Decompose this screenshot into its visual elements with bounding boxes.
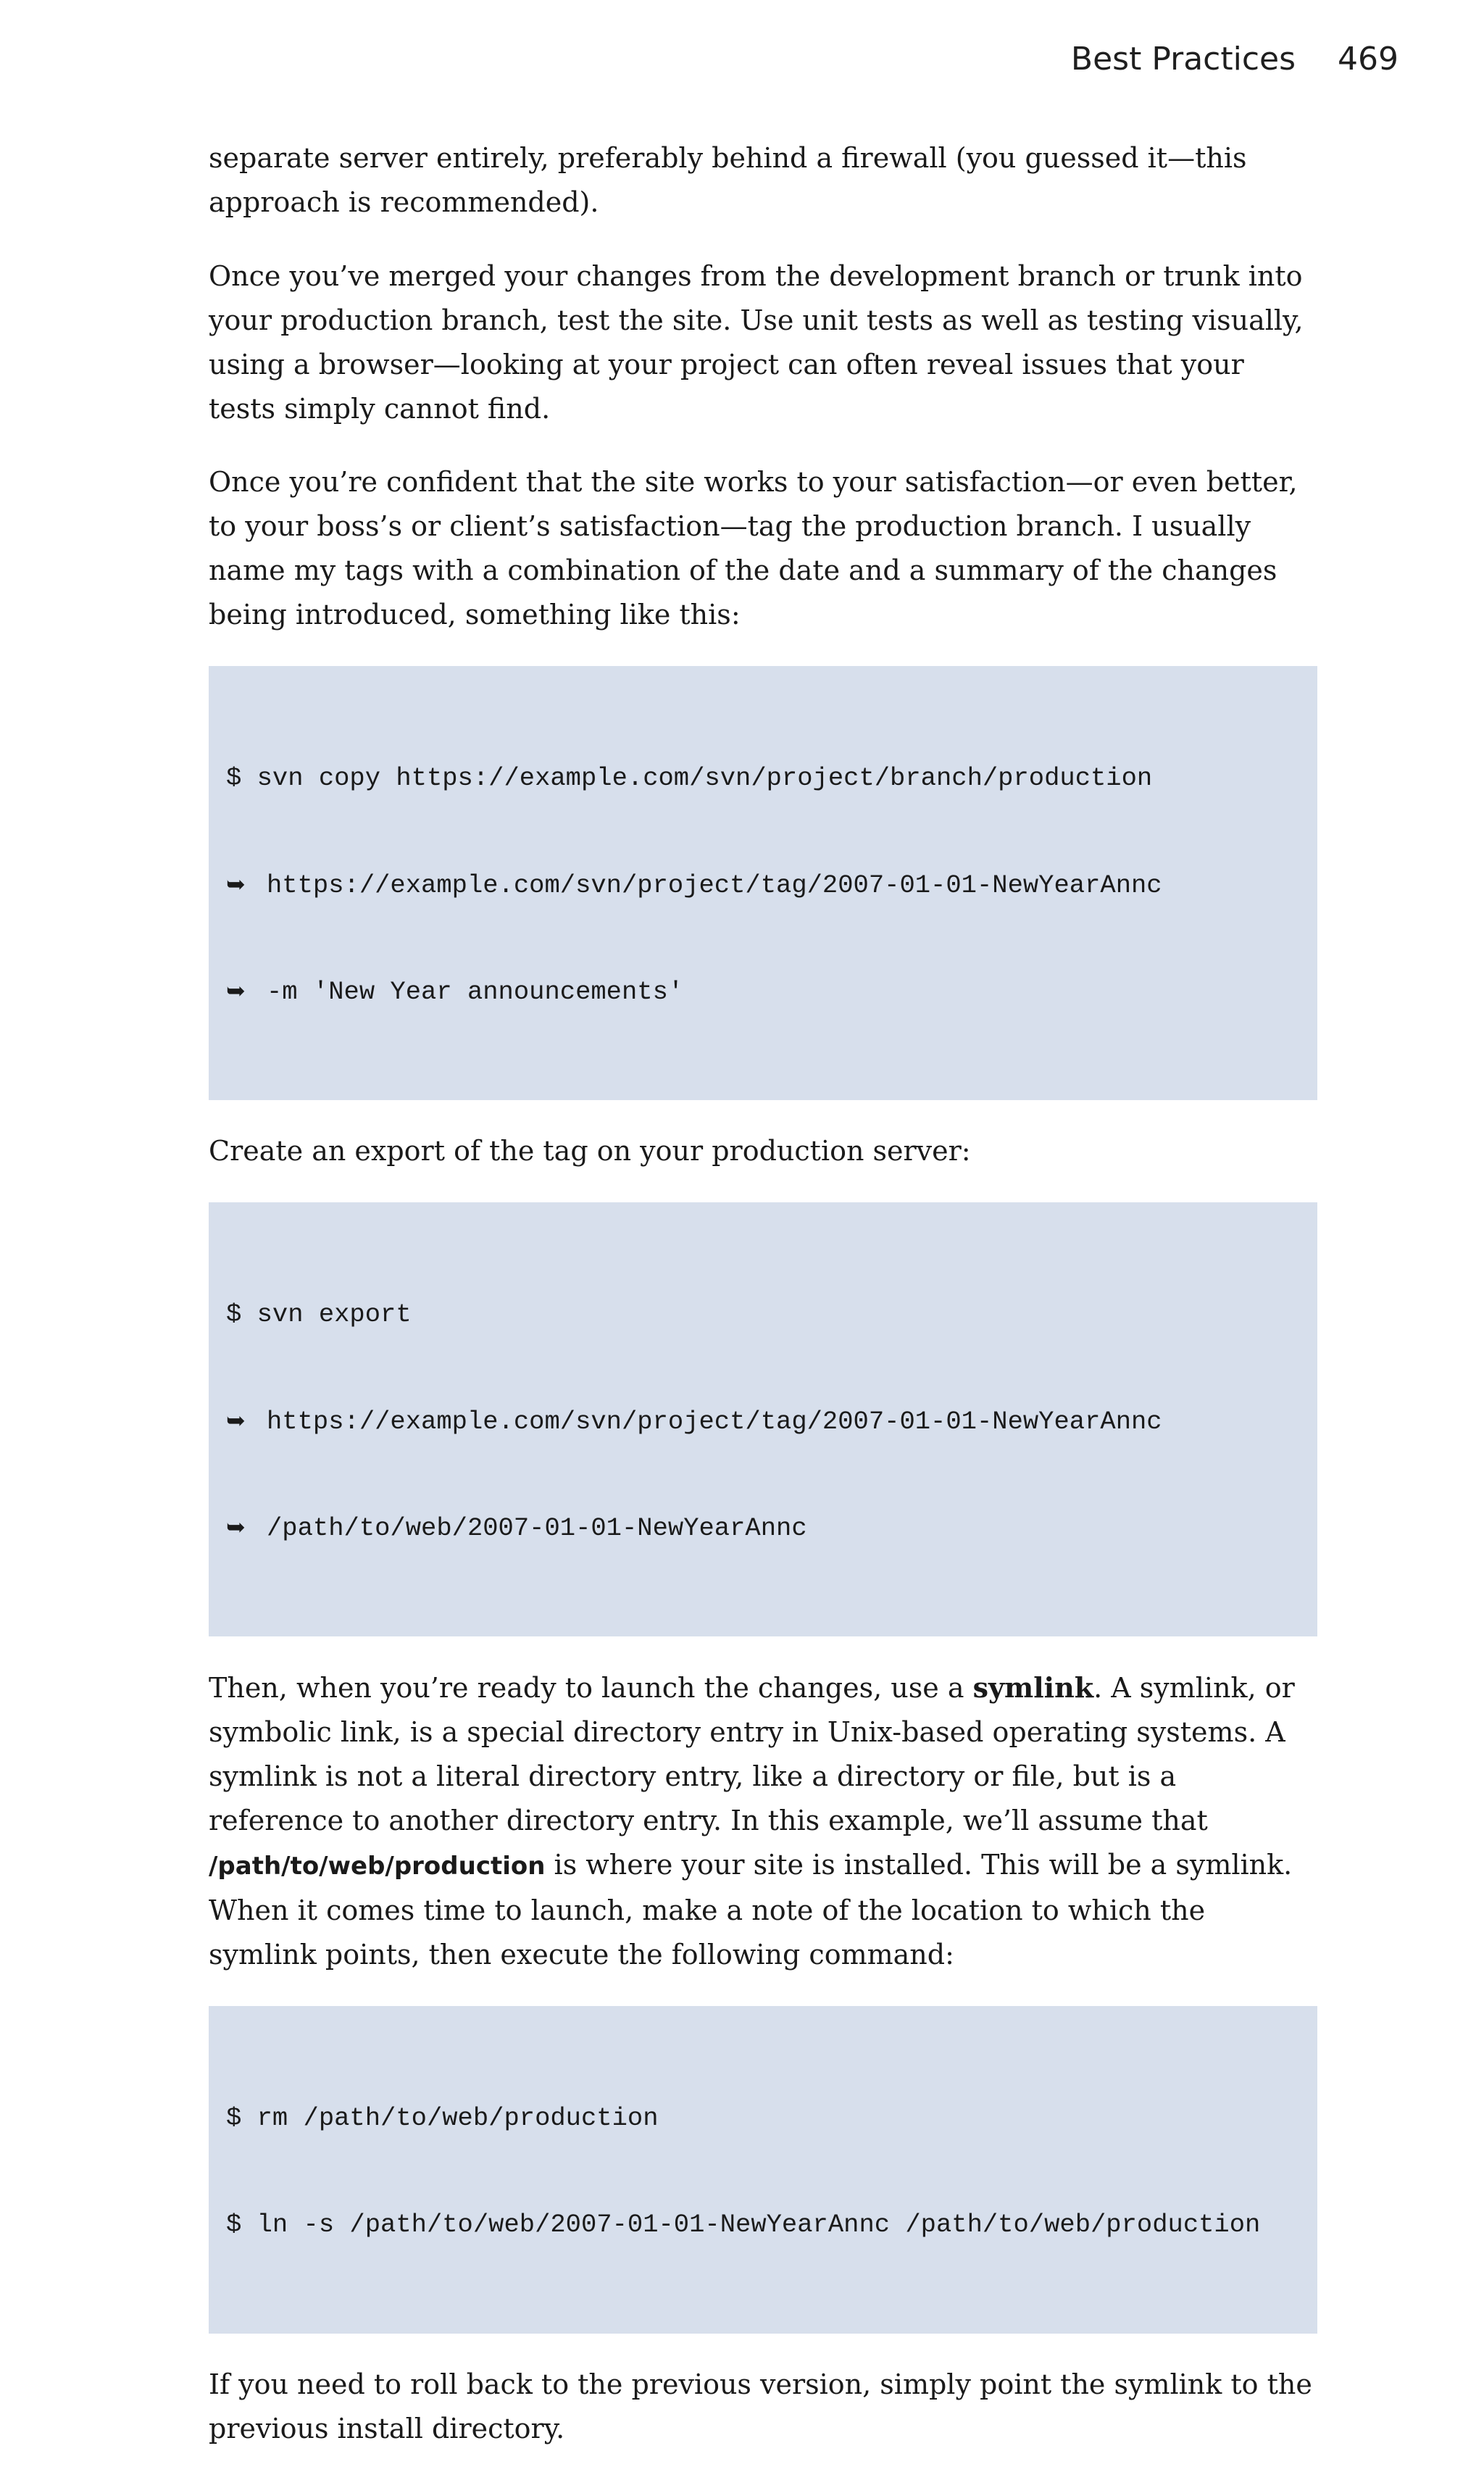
page-number: 469	[1338, 41, 1398, 78]
continuation-arrow-icon: ➥	[226, 1407, 246, 1434]
paragraph-tagging: Once you’re confident that the site works to your satisfaction—or even better, to your boss’s or client’s satisfaction—tag the production branch. I usually name my tags with a combination of the date and a summary of the changes being introduced, something like this:	[209, 466, 1298, 631]
code-line: $ svn copy https://example.com/svn/project/branch/production	[226, 763, 1153, 793]
paragraph-testing: Once you’ve merged your changes from the development branch or trunk into your production branch, test the site. Use unit tests as well as testing visually, using a browser—looking at your project can often reveal issues that your tests simply cannot find.	[209, 260, 1304, 425]
paragraph-continuation: separate server entirely, preferably behind a firewall (you guessed it—this approach is recommended).	[209, 142, 1247, 218]
code-line-text: /path/to/web/2007-01-01-NewYearAnnc	[267, 1513, 807, 1543]
code-line: $ rm /path/to/web/production	[226, 2103, 659, 2133]
code-block-symlink	[209, 2006, 1317, 2334]
continuation-arrow-icon: ➥	[226, 870, 246, 898]
continuation-arrow-icon: ➥	[226, 1513, 246, 1541]
section-title: Best Practices	[1070, 41, 1296, 78]
page-body	[209, 136, 1317, 2480]
symlink-text-before: Then, when you’re ready to launch the changes, use a	[209, 1672, 973, 1704]
paragraph-export: Create an export of the tag on your production server:	[209, 1135, 971, 1167]
paragraph-rollback: If you need to roll back to the previous version, simply point the symlink to the previous install directory.	[209, 2368, 1312, 2444]
code-line: $ svn export	[226, 1299, 412, 1329]
running-header	[1071, 41, 1398, 78]
code-line-text: https://example.com/svn/project/tag/2007-01-01-NewYearAnnc	[267, 1407, 1162, 1436]
code-line	[226, 867, 1300, 902]
code-line-text: https://example.com/svn/project/tag/2007-01-01-NewYearAnnc	[267, 870, 1162, 900]
code-line-text: -m 'New Year announcements'	[267, 977, 684, 1007]
code-block-svn-export	[209, 1202, 1317, 1636]
code-line	[226, 1403, 1300, 1439]
symlink-text-after: is where your site is installed. This will be a symlink. When it comes time to launch, make a note of the location to which the symlink points, then execute the following command:	[209, 1849, 1293, 1971]
production-path: /path/to/web/production	[209, 1852, 546, 1881]
code-block-svn-copy	[209, 666, 1317, 1100]
paragraph-symlink	[209, 1665, 1317, 1977]
code-line	[226, 973, 1300, 1009]
symlink-text-middle: . A symlink, or symbolic link, is a special directory entry in Unix-based operating systems. A symlink is not a literal directory entry, like a directory or file, but is a reference to another directory entry. In this example, we’ll assume that	[209, 1672, 1295, 1836]
continuation-arrow-icon: ➥	[226, 977, 246, 1004]
code-line	[226, 1510, 1300, 1545]
code-line: $ ln -s /path/to/web/2007-01-01-NewYearAnnc /path/to/web/production	[226, 2210, 1261, 2239]
symlink-term: symlink	[972, 1671, 1094, 1704]
